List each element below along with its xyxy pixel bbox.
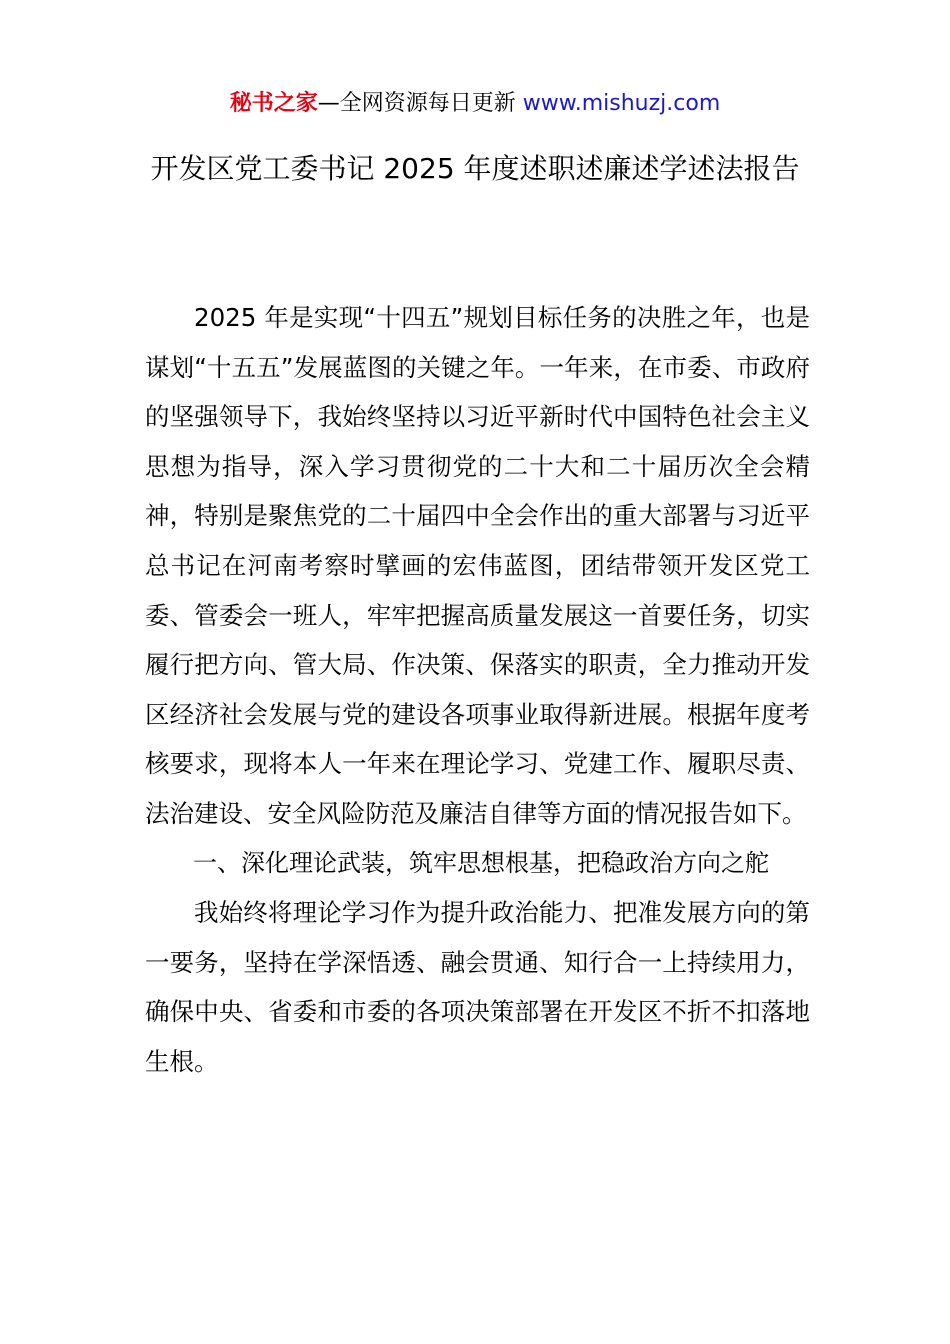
site-url-link[interactable]: www.mishuzj.com	[522, 91, 721, 116]
site-header	[0, 88, 950, 120]
site-brand: 秘书之家	[229, 91, 318, 116]
document-body	[145, 293, 810, 1087]
section-1-paragraph: 我始终将理论学习作为提升政治能力、把准发展方向的第一要务，坚持在学深悟透、融会贯通、知行合一上持续用力，确保中央、省委和市委的各项决策部署在开发区不折不扣落地生根。	[145, 898, 810, 1076]
intro-paragraph: 2025 年是实现“十四五”规划目标任务的决胜之年，也是谋划“十五五”发展蓝图的关键之年。一年来，在市委、市政府的坚强领导下，我始终坚持以习近平新时代中国特色社会主义思想为指导，深入学习贯彻党的二十大和二十届历次全会精神，特别是聚焦党的二十届四中全会作出的重大部署与习近平总书记在河南考察时擘画的宏伟蓝图，团结带领开发区党工委、管委会一班人，牢牢把握高质量发展这一首要任务，切实履行把方向、管大局、作决策、保落实的职责，全力推动开发区经济社会发展与党的建设各项事业取得新进展。根据年度考核要求，现将本人一年来在理论学习、党建工作、履职尽责、法治建设、安全风险防范及廉洁自律等方面的情况报告如下。	[145, 303, 810, 828]
site-tagline: —全网资源每日更新	[317, 91, 523, 116]
document-title: 开发区党工委书记 2025 年度述职述廉述学述法报告	[150, 152, 800, 185]
section-heading-1: 一、深化理论武装，筑牢思想根基，把稳政治方向之舵	[193, 848, 769, 877]
